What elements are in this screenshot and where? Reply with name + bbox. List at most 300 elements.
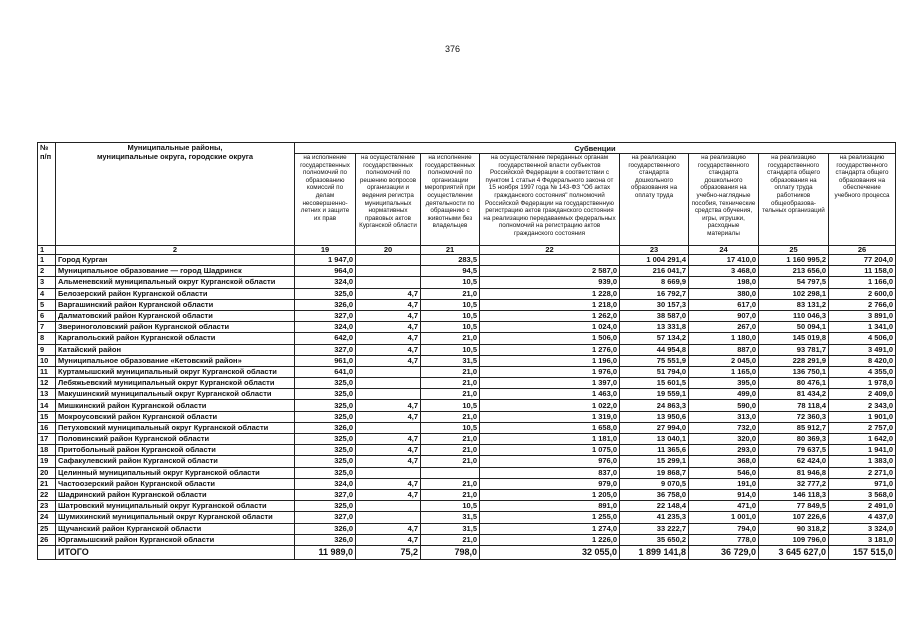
value-cell-col-24: 499,0 bbox=[689, 389, 759, 400]
value-cell-col-25: 136 750,1 bbox=[759, 366, 829, 377]
value-cell-col-25: 62 424,0 bbox=[759, 456, 829, 467]
table-row bbox=[38, 445, 896, 456]
value-cell-col-19: 326,0 bbox=[295, 534, 356, 545]
value-cell-col-25: 93 781,7 bbox=[759, 344, 829, 355]
value-cell-col-20 bbox=[356, 266, 421, 277]
value-cell-col-21: 10,5 bbox=[421, 422, 480, 433]
municipality-name: Частоозерский район Курганской области bbox=[56, 478, 295, 489]
row-number: 12 bbox=[38, 378, 56, 389]
table-row bbox=[38, 366, 896, 377]
value-cell-col-22 bbox=[480, 255, 620, 266]
row-number: 20 bbox=[38, 467, 56, 478]
value-cell-col-20 bbox=[356, 389, 421, 400]
value-cell-col-21: 21,0 bbox=[421, 366, 480, 377]
municipality-name: Муниципальное образование «Кетовский район» bbox=[56, 355, 295, 366]
value-cell-col-21: 21,0 bbox=[421, 389, 480, 400]
value-cell-col-21: 10,5 bbox=[421, 344, 480, 355]
column-index-22: 22 bbox=[480, 246, 620, 255]
value-cell-col-24: 293,0 bbox=[689, 445, 759, 456]
row-number: 26 bbox=[38, 534, 56, 545]
total-row-number bbox=[38, 545, 56, 559]
value-cell-col-19: 324,0 bbox=[295, 322, 356, 333]
value-cell-col-25: 78 118,4 bbox=[759, 400, 829, 411]
table-row bbox=[38, 344, 896, 355]
municipality-name: Сафакулевский район Курганской области bbox=[56, 456, 295, 467]
row-number: 13 bbox=[38, 389, 56, 400]
municipality-name: Шатровский муниципальный округ Курганской области bbox=[56, 501, 295, 512]
value-cell-col-23: 51 794,0 bbox=[620, 366, 689, 377]
value-cell-col-24: 380,0 bbox=[689, 288, 759, 299]
table-row bbox=[38, 456, 896, 467]
total-value-col-26: 157 515,0 bbox=[829, 545, 896, 559]
value-cell-col-25: 54 797,5 bbox=[759, 277, 829, 288]
municipality-name: Лебяжьевский муниципальный округ Курганской области bbox=[56, 378, 295, 389]
table-row bbox=[38, 523, 896, 534]
value-cell-col-23: 44 954,8 bbox=[620, 344, 689, 355]
row-number: 7 bbox=[38, 322, 56, 333]
column-index-24: 24 bbox=[689, 246, 759, 255]
value-cell-col-22: 1 218,0 bbox=[480, 299, 620, 310]
value-cell-col-22: 1 976,0 bbox=[480, 366, 620, 377]
value-cell-col-25: 109 796,0 bbox=[759, 534, 829, 545]
value-cell-col-24: 1 180,0 bbox=[689, 333, 759, 344]
value-cell-col-26: 4 437,0 bbox=[829, 512, 896, 523]
value-cell-col-19: 325,0 bbox=[295, 288, 356, 299]
value-cell-col-20: 4,7 bbox=[356, 355, 421, 366]
row-number: 17 bbox=[38, 434, 56, 445]
municipality-name: Катайский район bbox=[56, 344, 295, 355]
table-row bbox=[38, 266, 896, 277]
value-cell-col-23: 19 559,1 bbox=[620, 389, 689, 400]
municipality-name: Юргамышский район Курганской области bbox=[56, 534, 295, 545]
value-cell-col-19: 325,0 bbox=[295, 501, 356, 512]
municipality-name: Мокроусовский район Курганской области bbox=[56, 411, 295, 422]
table-row bbox=[38, 378, 896, 389]
value-cell-col-20: 4,7 bbox=[356, 456, 421, 467]
value-cell-col-25: 145 019,8 bbox=[759, 333, 829, 344]
value-cell-col-20 bbox=[356, 501, 421, 512]
value-cell-col-24: 794,0 bbox=[689, 523, 759, 534]
value-cell-col-20: 4,7 bbox=[356, 333, 421, 344]
value-cell-col-24: 1 165,0 bbox=[689, 366, 759, 377]
column-index-20: 20 bbox=[356, 246, 421, 255]
value-cell-col-25: 79 637,5 bbox=[759, 445, 829, 456]
municipality-name: Белозерский район Курганской области bbox=[56, 288, 295, 299]
municipality-name: Щучанский район Курганской области bbox=[56, 523, 295, 534]
value-cell-col-21: 10,5 bbox=[421, 322, 480, 333]
value-cell-col-20 bbox=[356, 467, 421, 478]
value-cell-col-20: 4,7 bbox=[356, 344, 421, 355]
value-cell-col-20 bbox=[356, 512, 421, 523]
value-cell-col-21: 10,5 bbox=[421, 299, 480, 310]
value-cell-col-26: 1 642,0 bbox=[829, 434, 896, 445]
name-header: Муниципальные районы, муниципальные округа, городские округа bbox=[56, 143, 295, 246]
value-cell-col-25: 72 360,3 bbox=[759, 411, 829, 422]
value-cell-col-22: 979,0 bbox=[480, 478, 620, 489]
value-cell-col-20: 4,7 bbox=[356, 299, 421, 310]
row-number: 4 bbox=[38, 288, 56, 299]
value-cell-col-24: 617,0 bbox=[689, 299, 759, 310]
value-cell-col-23: 36 758,0 bbox=[620, 489, 689, 500]
table-row bbox=[38, 333, 896, 344]
column-header-24: на реализацию государственного стандарта дошкольного образования на учебно-наглядные пособия, технические средства обучения, игры, игрушки, расходные материалы bbox=[689, 154, 759, 246]
value-cell-col-26: 3 891,0 bbox=[829, 310, 896, 321]
value-cell-col-24: 1 001,0 bbox=[689, 512, 759, 523]
row-number: 14 bbox=[38, 400, 56, 411]
row-number: 6 bbox=[38, 310, 56, 321]
table-row bbox=[38, 277, 896, 288]
value-cell-col-23: 16 792,7 bbox=[620, 288, 689, 299]
value-cell-col-22: 1 181,0 bbox=[480, 434, 620, 445]
value-cell-col-20: 4,7 bbox=[356, 445, 421, 456]
value-cell-col-26: 2 757,0 bbox=[829, 422, 896, 433]
value-cell-col-26: 2 600,0 bbox=[829, 288, 896, 299]
value-cell-col-19: 325,0 bbox=[295, 445, 356, 456]
table-row bbox=[38, 501, 896, 512]
row-number: 9 bbox=[38, 344, 56, 355]
table-row bbox=[38, 322, 896, 333]
column-index-25: 25 bbox=[759, 246, 829, 255]
value-cell-col-23: 75 551,9 bbox=[620, 355, 689, 366]
value-cell-col-23: 15 299,1 bbox=[620, 456, 689, 467]
value-cell-col-21: 10,5 bbox=[421, 310, 480, 321]
value-cell-col-23: 13 331,8 bbox=[620, 322, 689, 333]
column-index-19: 19 bbox=[295, 246, 356, 255]
value-cell-col-21: 21,0 bbox=[421, 378, 480, 389]
row-number: 25 bbox=[38, 523, 56, 534]
table-row bbox=[38, 478, 896, 489]
table-row bbox=[38, 355, 896, 366]
row-number: 22 bbox=[38, 489, 56, 500]
value-cell-col-26: 1 978,0 bbox=[829, 378, 896, 389]
value-cell-col-23: 33 222,7 bbox=[620, 523, 689, 534]
value-cell-col-24: 590,0 bbox=[689, 400, 759, 411]
value-cell-col-22: 976,0 bbox=[480, 456, 620, 467]
value-cell-col-23: 9 070,5 bbox=[620, 478, 689, 489]
column-index-26: 26 bbox=[829, 246, 896, 255]
value-cell-col-26: 8 420,0 bbox=[829, 355, 896, 366]
value-cell-col-26: 4 506,0 bbox=[829, 333, 896, 344]
column-header-26: на реализацию государственного стандарта общего образования на обеспечение учебного процесса bbox=[829, 154, 896, 246]
value-cell-col-25: 81 946,8 bbox=[759, 467, 829, 478]
municipality-name: Петуховский муниципальный округ Курганской области bbox=[56, 422, 295, 433]
table-row bbox=[38, 310, 896, 321]
table-row bbox=[38, 512, 896, 523]
value-cell-col-20: 4,7 bbox=[356, 411, 421, 422]
table-row bbox=[38, 489, 896, 500]
value-cell-col-21: 21,0 bbox=[421, 489, 480, 500]
value-cell-col-20: 4,7 bbox=[356, 534, 421, 545]
value-cell-col-26: 2 766,0 bbox=[829, 299, 896, 310]
municipality-name: Каргапольский район Курганской области bbox=[56, 333, 295, 344]
value-cell-col-23: 41 235,3 bbox=[620, 512, 689, 523]
municipality-name: Далматовский район Курганской области bbox=[56, 310, 295, 321]
table-row bbox=[38, 255, 896, 266]
table-row bbox=[38, 299, 896, 310]
row-number: 15 bbox=[38, 411, 56, 422]
value-cell-col-24: 2 045,0 bbox=[689, 355, 759, 366]
row-number: 3 bbox=[38, 277, 56, 288]
value-cell-col-22: 891,0 bbox=[480, 501, 620, 512]
value-cell-col-20: 4,7 bbox=[356, 322, 421, 333]
value-cell-col-22: 837,0 bbox=[480, 467, 620, 478]
value-cell-col-19: 642,0 bbox=[295, 333, 356, 344]
value-cell-col-26: 1 941,0 bbox=[829, 445, 896, 456]
value-cell-col-25: 90 318,2 bbox=[759, 523, 829, 534]
total-value-col-23: 1 899 141,8 bbox=[620, 545, 689, 559]
value-cell-col-25: 85 912,7 bbox=[759, 422, 829, 433]
row-number: 16 bbox=[38, 422, 56, 433]
value-cell-col-21: 283,5 bbox=[421, 255, 480, 266]
value-cell-col-23: 22 148,4 bbox=[620, 501, 689, 512]
value-cell-col-24: 368,0 bbox=[689, 456, 759, 467]
value-cell-col-22: 1 022,0 bbox=[480, 400, 620, 411]
column-header-21: на исполнение государственных полномочий по организации мероприятий при осуществлении деятельности по обращению с животными без владельцев bbox=[421, 154, 480, 246]
value-cell-col-19: 326,0 bbox=[295, 299, 356, 310]
column-index-21: 21 bbox=[421, 246, 480, 255]
table-row bbox=[38, 467, 896, 478]
municipality-name: Муниципальное образование — город Шадринск bbox=[56, 266, 295, 277]
row-number: 23 bbox=[38, 501, 56, 512]
value-cell-col-19: 961,0 bbox=[295, 355, 356, 366]
table-row bbox=[38, 400, 896, 411]
value-cell-col-24: 320,0 bbox=[689, 434, 759, 445]
value-cell-col-25: 102 298,1 bbox=[759, 288, 829, 299]
value-cell-col-24: 887,0 bbox=[689, 344, 759, 355]
value-cell-col-20: 4,7 bbox=[356, 434, 421, 445]
value-cell-col-19: 327,0 bbox=[295, 489, 356, 500]
value-cell-col-23: 15 601,5 bbox=[620, 378, 689, 389]
row-number: 18 bbox=[38, 445, 56, 456]
column-index-23: 23 bbox=[620, 246, 689, 255]
value-cell-col-24: 546,0 bbox=[689, 467, 759, 478]
value-cell-col-21: 10,5 bbox=[421, 400, 480, 411]
value-cell-col-26: 1 166,0 bbox=[829, 277, 896, 288]
value-cell-col-21: 21,0 bbox=[421, 288, 480, 299]
value-cell-col-26: 971,0 bbox=[829, 478, 896, 489]
value-cell-col-19: 324,0 bbox=[295, 277, 356, 288]
value-cell-col-21 bbox=[421, 467, 480, 478]
value-cell-col-22: 1 205,0 bbox=[480, 489, 620, 500]
value-cell-col-22: 1 262,0 bbox=[480, 310, 620, 321]
row-number: 24 bbox=[38, 512, 56, 523]
value-cell-col-19: 1 947,0 bbox=[295, 255, 356, 266]
value-cell-col-22: 1 226,0 bbox=[480, 534, 620, 545]
value-cell-col-24: 3 468,0 bbox=[689, 266, 759, 277]
total-value-col-19: 11 989,0 bbox=[295, 545, 356, 559]
value-cell-col-26: 2 343,0 bbox=[829, 400, 896, 411]
municipality-name: Половинский район Курганской области bbox=[56, 434, 295, 445]
value-cell-col-20: 4,7 bbox=[356, 523, 421, 534]
value-cell-col-20: 4,7 bbox=[356, 400, 421, 411]
value-cell-col-26: 1 901,0 bbox=[829, 411, 896, 422]
row-number: 19 bbox=[38, 456, 56, 467]
value-cell-col-25: 32 777,2 bbox=[759, 478, 829, 489]
value-cell-col-25: 110 046,3 bbox=[759, 310, 829, 321]
value-cell-col-23: 8 669,9 bbox=[620, 277, 689, 288]
total-value-col-22: 32 055,0 bbox=[480, 545, 620, 559]
subventions-table bbox=[37, 142, 896, 560]
value-cell-col-26: 4 355,0 bbox=[829, 366, 896, 377]
total-value-col-24: 36 729,0 bbox=[689, 545, 759, 559]
value-cell-col-26: 2 409,0 bbox=[829, 389, 896, 400]
value-cell-col-26: 1 383,0 bbox=[829, 456, 896, 467]
value-cell-col-24: 17 410,0 bbox=[689, 255, 759, 266]
column-header-25: на реализацию государственного стандарта общего образования на оплату труда работников общеобразова-тельных организаций bbox=[759, 154, 829, 246]
value-cell-col-22: 1 319,0 bbox=[480, 411, 620, 422]
value-cell-col-21: 31,5 bbox=[421, 512, 480, 523]
municipality-name: Шумихинский муниципальный округ Курганской области bbox=[56, 512, 295, 523]
municipality-name: Макушинский муниципальный округ Курганской области bbox=[56, 389, 295, 400]
value-cell-col-19: 325,0 bbox=[295, 467, 356, 478]
total-value-col-20: 75,2 bbox=[356, 545, 421, 559]
value-cell-col-26: 77 204,0 bbox=[829, 255, 896, 266]
value-cell-col-19: 325,0 bbox=[295, 389, 356, 400]
value-cell-col-26: 3 324,0 bbox=[829, 523, 896, 534]
value-cell-col-22: 1 506,0 bbox=[480, 333, 620, 344]
column-header-23: на реализацию государственного стандарта дошкольного образования на оплату труда bbox=[620, 154, 689, 246]
value-cell-col-19: 325,0 bbox=[295, 400, 356, 411]
row-number: 11 bbox=[38, 366, 56, 377]
table-body bbox=[38, 255, 896, 560]
value-cell-col-22: 1 274,0 bbox=[480, 523, 620, 534]
table-row bbox=[38, 534, 896, 545]
value-cell-col-26: 3 568,0 bbox=[829, 489, 896, 500]
value-cell-col-24: 191,0 bbox=[689, 478, 759, 489]
value-cell-col-19: 324,0 bbox=[295, 478, 356, 489]
value-cell-col-21: 21,0 bbox=[421, 478, 480, 489]
num-header: № п/п bbox=[38, 143, 56, 246]
row-number: 2 bbox=[38, 266, 56, 277]
table-row bbox=[38, 389, 896, 400]
value-cell-col-23: 24 863,3 bbox=[620, 400, 689, 411]
value-cell-col-26: 3 181,0 bbox=[829, 534, 896, 545]
value-cell-col-24: 471,0 bbox=[689, 501, 759, 512]
municipality-name: Альменевский муниципальный округ Курганской области bbox=[56, 277, 295, 288]
row-number: 21 bbox=[38, 478, 56, 489]
value-cell-col-23: 27 994,0 bbox=[620, 422, 689, 433]
subventions-group-header: Субвенции bbox=[295, 143, 896, 154]
value-cell-col-19: 325,0 bbox=[295, 434, 356, 445]
value-cell-col-23: 216 041,7 bbox=[620, 266, 689, 277]
value-cell-col-21: 21,0 bbox=[421, 534, 480, 545]
value-cell-col-22: 1 255,0 bbox=[480, 512, 620, 523]
value-cell-col-21: 10,5 bbox=[421, 277, 480, 288]
value-cell-col-20: 4,7 bbox=[356, 489, 421, 500]
value-cell-col-23: 13 040,1 bbox=[620, 434, 689, 445]
column-index-2: 2 bbox=[56, 246, 295, 255]
column-index-row bbox=[38, 246, 896, 255]
column-index-1: 1 bbox=[38, 246, 56, 255]
value-cell-col-22: 1 228,0 bbox=[480, 288, 620, 299]
value-cell-col-23: 57 134,2 bbox=[620, 333, 689, 344]
value-cell-col-20: 4,7 bbox=[356, 310, 421, 321]
value-cell-col-19: 327,0 bbox=[295, 344, 356, 355]
value-cell-col-21: 21,0 bbox=[421, 456, 480, 467]
value-cell-col-22: 1 463,0 bbox=[480, 389, 620, 400]
value-cell-col-21: 21,0 bbox=[421, 445, 480, 456]
value-cell-col-22: 939,0 bbox=[480, 277, 620, 288]
value-cell-col-25: 77 849,5 bbox=[759, 501, 829, 512]
total-row bbox=[38, 545, 896, 559]
value-cell-col-24: 198,0 bbox=[689, 277, 759, 288]
value-cell-col-19: 327,0 bbox=[295, 512, 356, 523]
value-cell-col-21: 31,5 bbox=[421, 523, 480, 534]
value-cell-col-19: 327,0 bbox=[295, 310, 356, 321]
value-cell-col-25: 50 094,1 bbox=[759, 322, 829, 333]
municipality-name: Город Курган bbox=[56, 255, 295, 266]
value-cell-col-24: 778,0 bbox=[689, 534, 759, 545]
row-number: 8 bbox=[38, 333, 56, 344]
value-cell-col-20 bbox=[356, 378, 421, 389]
value-cell-col-20 bbox=[356, 277, 421, 288]
value-cell-col-22: 1 075,0 bbox=[480, 445, 620, 456]
value-cell-col-25: 1 160 995,2 bbox=[759, 255, 829, 266]
value-cell-col-25: 83 131,2 bbox=[759, 299, 829, 310]
value-cell-col-19: 641,0 bbox=[295, 366, 356, 377]
value-cell-col-21: 31,5 bbox=[421, 355, 480, 366]
value-cell-col-19: 325,0 bbox=[295, 456, 356, 467]
value-cell-col-23: 13 950,6 bbox=[620, 411, 689, 422]
value-cell-col-19: 326,0 bbox=[295, 422, 356, 433]
value-cell-col-24: 395,0 bbox=[689, 378, 759, 389]
value-cell-col-24: 313,0 bbox=[689, 411, 759, 422]
value-cell-col-21: 94,5 bbox=[421, 266, 480, 277]
column-header-20: на осуществление государственных полномочий по решению вопросов организации и ведения регистра муниципальных нормативных правовых актов Курганской области bbox=[356, 154, 421, 246]
page-number: 376 bbox=[444, 44, 461, 54]
value-cell-col-25: 81 434,2 bbox=[759, 389, 829, 400]
table-row bbox=[38, 411, 896, 422]
value-cell-col-24: 914,0 bbox=[689, 489, 759, 500]
municipality-name: Куртамышский муниципальный округ Курганской области bbox=[56, 366, 295, 377]
municipality-name: Шадринский район Курганской области bbox=[56, 489, 295, 500]
value-cell-col-19: 325,0 bbox=[295, 411, 356, 422]
value-cell-col-26: 3 491,0 bbox=[829, 344, 896, 355]
value-cell-col-26: 2 491,0 bbox=[829, 501, 896, 512]
table-row bbox=[38, 434, 896, 445]
value-cell-col-25: 213 656,0 bbox=[759, 266, 829, 277]
value-cell-col-22: 1 658,0 bbox=[480, 422, 620, 433]
value-cell-col-22: 1 276,0 bbox=[480, 344, 620, 355]
total-label: ИТОГО bbox=[56, 545, 295, 559]
municipality-name: Звериноголовский район Курганской области bbox=[56, 322, 295, 333]
value-cell-col-20: 4,7 bbox=[356, 288, 421, 299]
value-cell-col-23: 19 868,7 bbox=[620, 467, 689, 478]
value-cell-col-19: 326,0 bbox=[295, 523, 356, 534]
value-cell-col-25: 228 291,9 bbox=[759, 355, 829, 366]
value-cell-col-26: 1 341,0 bbox=[829, 322, 896, 333]
municipality-name: Целинный муниципальный округ Курганской области bbox=[56, 467, 295, 478]
row-number: 10 bbox=[38, 355, 56, 366]
column-header-22: на осуществление переданных органам государственной власти субъектов Российской Федерации в соответствии с пунктом 1 статьи 4 Федерального закона от 15 ноября 1997 года № 143-ФЗ "Об актах гражданского состояния" полномочий Российской Федерации на государственную регистрацию актов гражданского состояния на реализацию передаваемых федеральных полномочий на регистрацию актов гражданского состояния bbox=[480, 154, 620, 246]
value-cell-col-23: 30 157,3 bbox=[620, 299, 689, 310]
value-cell-col-20: 4,7 bbox=[356, 478, 421, 489]
total-value-col-25: 3 645 627,0 bbox=[759, 545, 829, 559]
value-cell-col-24: 732,0 bbox=[689, 422, 759, 433]
value-cell-col-23: 11 365,6 bbox=[620, 445, 689, 456]
value-cell-col-26: 11 158,0 bbox=[829, 266, 896, 277]
municipality-name: Притобольный район Курганской области bbox=[56, 445, 295, 456]
row-number: 1 bbox=[38, 255, 56, 266]
value-cell-col-25: 80 369,3 bbox=[759, 434, 829, 445]
value-cell-col-24: 907,0 bbox=[689, 310, 759, 321]
value-cell-col-26: 2 271,0 bbox=[829, 467, 896, 478]
total-value-col-21: 798,0 bbox=[421, 545, 480, 559]
value-cell-col-22: 1 196,0 bbox=[480, 355, 620, 366]
value-cell-col-22: 1 024,0 bbox=[480, 322, 620, 333]
value-cell-col-22: 2 587,0 bbox=[480, 266, 620, 277]
value-cell-col-19: 325,0 bbox=[295, 378, 356, 389]
